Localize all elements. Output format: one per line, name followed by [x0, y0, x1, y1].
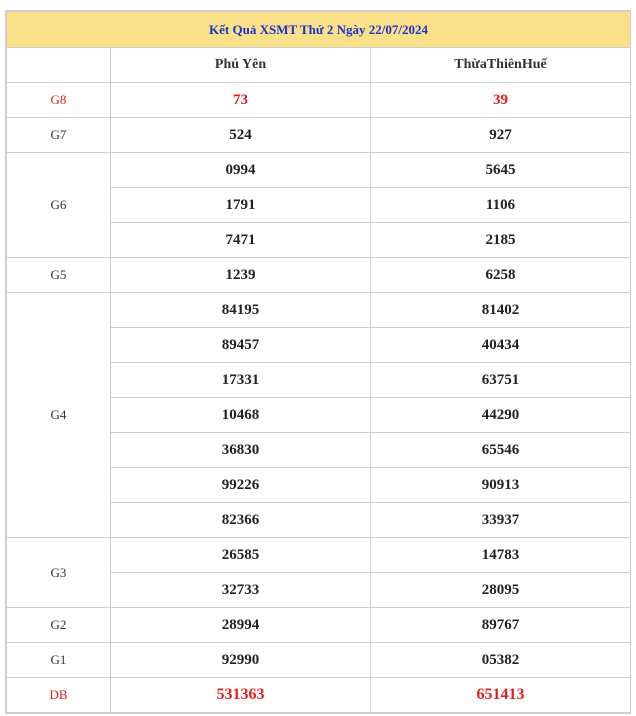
result-number: 73: [111, 83, 371, 118]
result-number: 92990: [111, 643, 371, 678]
prize-label: G6: [7, 153, 111, 258]
prize-label: G7: [7, 118, 111, 153]
prize-row: [7, 153, 631, 188]
prize-label: G1: [7, 643, 111, 678]
prize-label: G4: [7, 293, 111, 538]
lottery-results-table: [6, 11, 631, 713]
result-number: 14783: [371, 538, 631, 573]
result-number: 6258: [371, 258, 631, 293]
result-number: 36830: [111, 433, 371, 468]
prize-row: [7, 83, 631, 118]
result-number: 10468: [111, 398, 371, 433]
prize-row: [7, 258, 631, 293]
header-empty-cell: [7, 48, 111, 83]
result-number: 81402: [371, 293, 631, 328]
results-container: [5, 10, 631, 714]
result-number: 927: [371, 118, 631, 153]
province-header: Phú Yên: [111, 48, 371, 83]
result-number: 44290: [371, 398, 631, 433]
result-number: 1791: [111, 188, 371, 223]
prize-row: [7, 643, 631, 678]
prize-row: [7, 538, 631, 573]
result-number: 33937: [371, 503, 631, 538]
result-number: 05382: [371, 643, 631, 678]
result-number: 0994: [111, 153, 371, 188]
prize-label: G5: [7, 258, 111, 293]
result-number: 82366: [111, 503, 371, 538]
result-number: 84195: [111, 293, 371, 328]
result-number: 99226: [111, 468, 371, 503]
result-number: 26585: [111, 538, 371, 573]
result-number: 39: [371, 83, 631, 118]
title-row: [7, 12, 631, 48]
prize-row: [7, 678, 631, 713]
result-number: 1106: [371, 188, 631, 223]
result-number: 2185: [371, 223, 631, 258]
result-number: 7471: [111, 223, 371, 258]
result-number: 40434: [371, 328, 631, 363]
result-number: 90913: [371, 468, 631, 503]
prize-row: [7, 293, 631, 328]
result-number: 5645: [371, 153, 631, 188]
result-number: 28095: [371, 573, 631, 608]
result-number: 89767: [371, 608, 631, 643]
result-number: 89457: [111, 328, 371, 363]
result-number: 1239: [111, 258, 371, 293]
result-number: 531363: [111, 678, 371, 713]
header-row: [7, 48, 631, 83]
result-number: 524: [111, 118, 371, 153]
province-header: ThừaThiênHuế: [371, 48, 631, 83]
prize-label: G8: [7, 83, 111, 118]
result-number: 32733: [111, 573, 371, 608]
prize-label: G3: [7, 538, 111, 608]
result-number: 651413: [371, 678, 631, 713]
result-number: 17331: [111, 363, 371, 398]
result-number: 63751: [371, 363, 631, 398]
prize-row: [7, 608, 631, 643]
page-title: Kết Quả XSMT Thứ 2 Ngày 22/07/2024: [7, 12, 631, 48]
prize-label: DB: [7, 678, 111, 713]
prize-row: [7, 118, 631, 153]
result-number: 28994: [111, 608, 371, 643]
result-number: 65546: [371, 433, 631, 468]
prize-label: G2: [7, 608, 111, 643]
